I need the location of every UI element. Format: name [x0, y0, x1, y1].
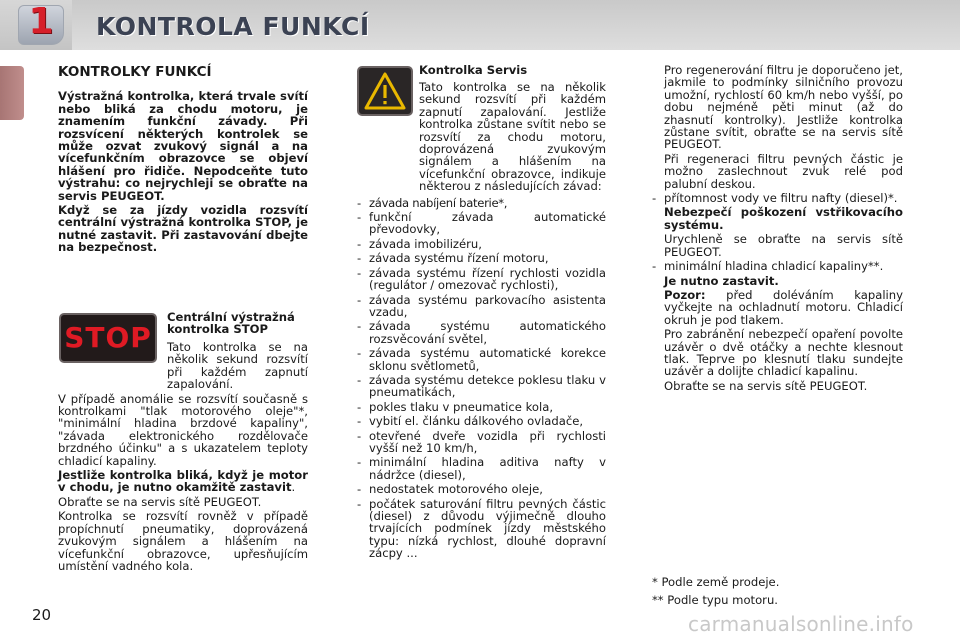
stop-heading: Centrální výstražná kontrolka STOP [167, 310, 295, 337]
right-fault-list [650, 192, 903, 204]
list-item-water [650, 192, 903, 204]
stop-text-block [58, 341, 308, 574]
injection-danger: Nebezpečí poškození vstřikovacího systému. [664, 205, 903, 232]
right-column [650, 64, 903, 394]
page-number: 20 [32, 606, 52, 624]
footnote-2: ** Podle typu motoru. [652, 593, 778, 607]
middle-column [355, 81, 606, 562]
stop-heading-block [167, 311, 308, 338]
list-item-coolant [650, 260, 903, 272]
warning-paragraph: Výstražná kontrolka, která trvale svítí nebo bliká za chodu motoru, je znamením funkční závady. Při rozsvícení některých kontrolek se může ozvat zvukový signál a na vícefunkčním obrazovce se objeví hlášení pro řidiče. Nepodceňte tuto výstrahu: co nejrychleji se obraťte na servis PEUGEOT. [58, 89, 308, 203]
stop-intro: Tato kontrolka se na několik sekund rozsvítí při každém zapnutí zapalování. [167, 340, 308, 392]
stop-anomaly-paragraph: V případě anomálie se rozsvítí současně s kontrolkami "tlak motorového oleje"*, "minimální hladina brzdové kapaliny", "závada elektronického rozdělovače brzdného účinku" a s ukazatelem teploty chladicí kapaliny. [58, 391, 308, 468]
section-title: KONTROLKY FUNKCÍ [58, 64, 212, 80]
list-item: - pokles tlaku v pneumatice kola, [355, 401, 606, 413]
chapter-number: 1 [28, 1, 54, 42]
list-item: - počátek saturování filtru pevných částic (diesel) z důvodu výjimečně dlouho trvajících podmínek jízdy městského typu: nízká rychlost, dlouhé dopravní zácpy ... [355, 498, 606, 560]
list-item: - otevřené dveře vozidla při rychlosti vyšší než 10 km/h, [355, 430, 606, 455]
service-fault-list [355, 197, 606, 560]
service-intro: Tato kontrolka se na několik sekund rozsvítí při každém zapnutí zapalování. Jestliže kontrolka zůstane svítit nebo se rozsvítí za chodu motoru, doprovázená zvukovým signálem a hlášením na vícefunkční obrazovce, indikuje některou z následujících závad: [419, 80, 606, 194]
stop-blink-bold: Jestliže kontrolka bliká, když je motor v chodu, je nutno okamžitě zastavit [58, 468, 308, 495]
water-item-text: přítomnost vody ve filtru nafty (diesel)*. [664, 191, 898, 206]
list-item: - závada systému parkovacího asistenta vzadu, [355, 294, 606, 319]
regeneration-paragraph: Pro regenerování filtru je doporučeno jet, jakmile to podmínky silničního provozu umožní, rychlostí 60 km/h nebo vyšší, po dobu nejméně pěti minut (až do zhasnutí kontrolky). Jestliže kontrolka zůstane svítit, obraťte se na servis sítě PEUGEOT. [664, 63, 903, 152]
list-item: - nedostatek motorového oleje, [355, 483, 606, 495]
list-item: - funkční závada automatické převodovky, [355, 211, 606, 236]
stop-blink-end: . [291, 480, 296, 495]
left-column [58, 66, 308, 256]
page-title: KONTROLA FUNKCÍ [96, 12, 370, 41]
relay-paragraph: Při regeneraci filtru pevných částic je možno zaslechnout zvuk relé pod palubní deskou. [664, 151, 903, 191]
footnote-1: * Podle země prodeje. [652, 575, 780, 589]
coolant-item-text: minimální hladina chladicí kapaliny**. [664, 259, 884, 274]
service-heading-block [419, 64, 606, 78]
stop-icon-text: STOP [64, 321, 152, 354]
pozor-text: před doléváním kapaliny vyčkejte na ochladnutí motoru. Chladicí okruh je pod tlakem. [664, 287, 903, 327]
list-item: - závada systému řízení rychlosti vozidla (regulátor / omezovač rychlosti), [355, 267, 606, 292]
list-item: - závada systému řízení motoru, [355, 252, 606, 264]
service-heading: Kontrolka Servis [419, 63, 528, 77]
list-item: - závada systému automatického rozsvěcování světel, [355, 320, 606, 345]
list-item: - závada nabíjení baterie*, [355, 197, 606, 209]
list-item: - vybití el. článku dálkového ovladače, [355, 415, 606, 427]
final-contact-text: Obraťte se na servis sítě PEUGEOT. [664, 378, 868, 393]
pozor-label: Pozor: [664, 287, 706, 302]
must-stop-text: Je nutno zastavit. [664, 273, 779, 288]
list-item: - závada systému automatické korekce sklonu světlometů, [355, 347, 606, 372]
side-thumb-tab [0, 66, 24, 120]
burn-warning-text: Pro zabránění nebezpečí opaření povolte uzávěr o dvě otáčky a nechte klesnout tlak. Teprve po klesnutí tlaku sundejte uzávěr a dolijte chladicí kapalinu. [664, 327, 903, 379]
water-contact-text: Urychleně se obraťte na servis sítě PEUGEOT. [664, 232, 903, 259]
stop-warning-paragraph: Když se za jízdy vozidla rozsvítí centrální výstražná kontrolka STOP, je nutné zastavit. Při zastavování dbejte na bezpečnost. [58, 203, 308, 255]
stop-tyre-paragraph: Kontrolka se rozsvítí rovněž v případě propíchnutí pneumatiky, doprovázená zvukovým signálem a hlášením na vícefunkční obrazovce, upřesňujícím umístění vadného kola. [58, 509, 308, 573]
list-item: - minimální hladina aditiva nafty v nádržce (diesel), [355, 456, 606, 481]
list-item: - závada imobilizéru, [355, 238, 606, 250]
stop-contact-text: Obraťte se na servis sítě PEUGEOT. [58, 494, 262, 509]
list-item: - závada systému detekce poklesu tlaku v pneumatikách, [355, 374, 606, 399]
watermark: carmanualsonline.info [688, 612, 914, 636]
right-fault-list-2 [650, 260, 903, 272]
